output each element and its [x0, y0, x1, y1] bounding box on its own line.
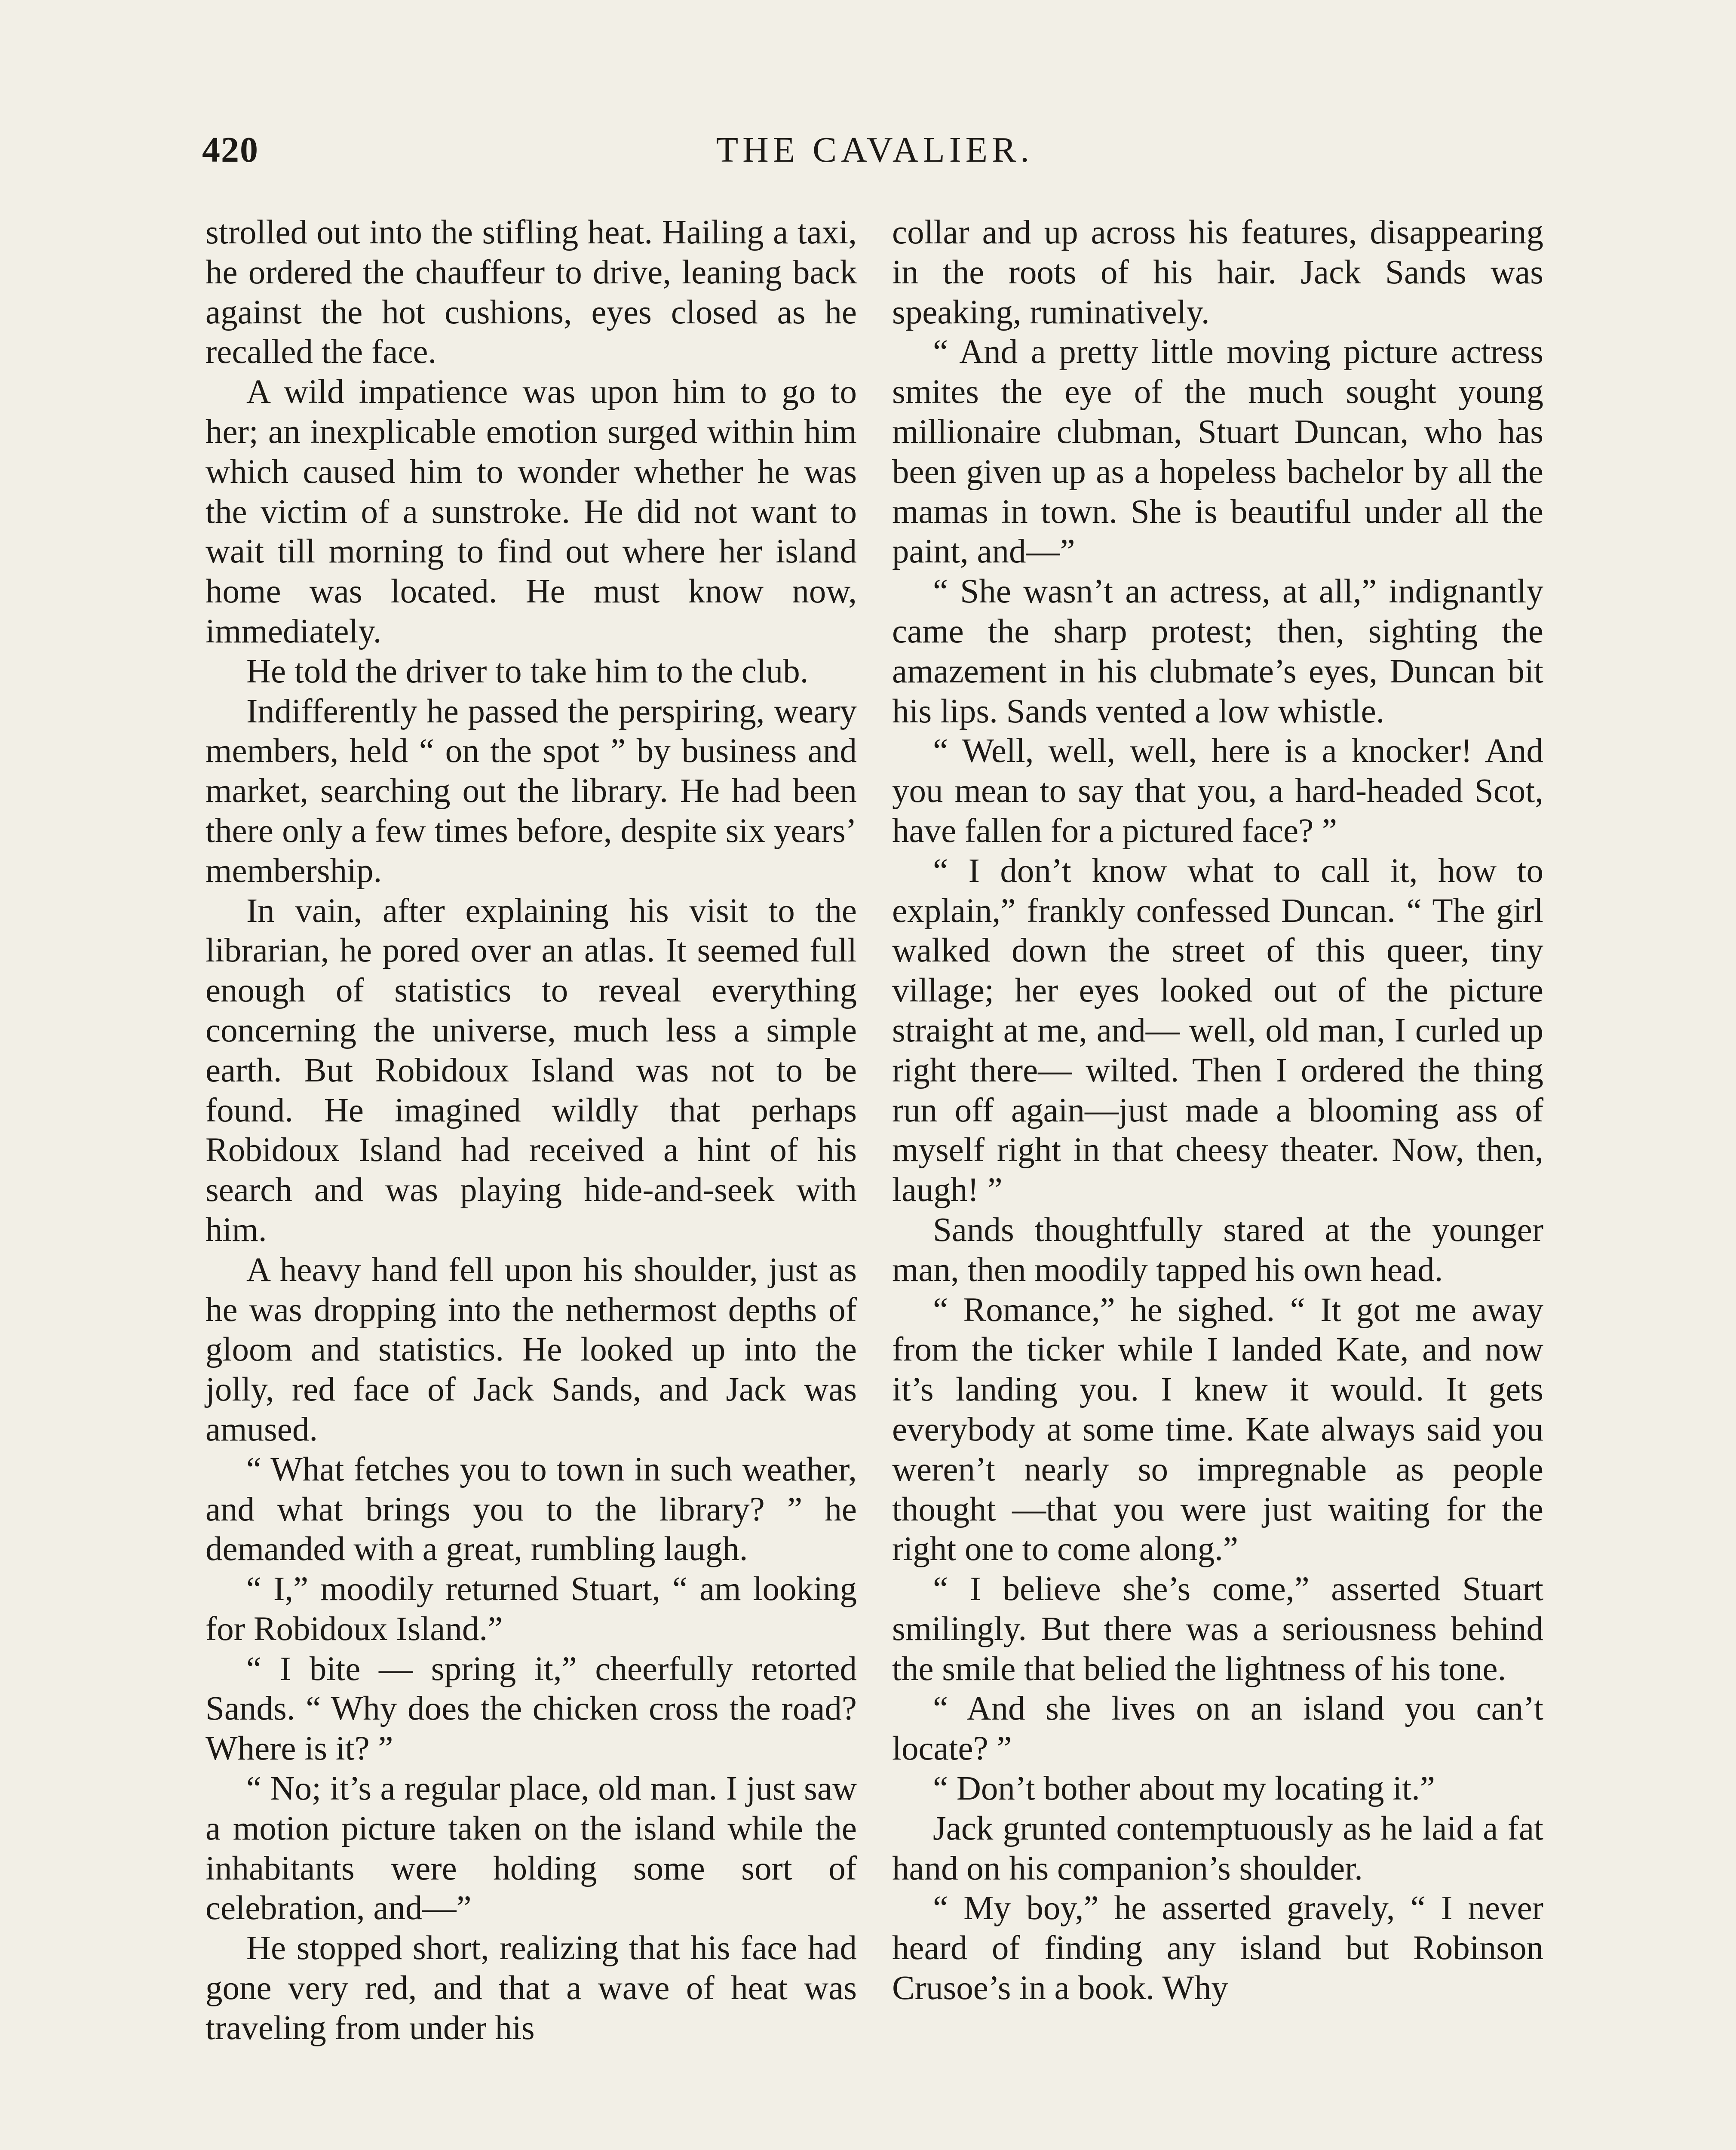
paragraph: strolled out into the stifling heat. Hailing a taxi, he ordered the chauffeur to drive, leaning back against the hot cushions, eyes closed as he recalled the face.: [205, 214, 857, 371]
paragraph: “ And she lives on an island you can’t locate? ”: [892, 1690, 1543, 1768]
paragraph: Jack grunted contemptuously as he laid a fat hand on his companion’s shoulder.: [892, 1809, 1543, 1887]
paragraph: “ My boy,” he asserted gravely, “ I never heard of finding any island but Robinson Crusoe’s in a book. Why: [892, 1889, 1543, 2007]
paragraph: He stopped short, realizing that his face had gone very red, and that a wave of heat was traveling from under his: [205, 1929, 857, 2047]
page-number: 420: [202, 130, 259, 170]
paragraph: “ I believe she’s come,” asserted Stuart smilingly. But there was a seriousness behind the smile that belied the lightness of his tone.: [892, 1570, 1543, 1688]
paragraph: “ No; it’s a regular place, old man. I just saw a motion picture taken on the island while the inhabitants were holding some sort of celebration, and—”: [205, 1770, 857, 1927]
paragraph: Sands thoughtfully stared at the younger man, then moodily tapped his own head.: [892, 1211, 1543, 1289]
paragraph: “ And a pretty little moving picture actress smites the eye of the much sought young millionaire clubman, Stuart Duncan, who has been given up as a hopeless bachelor by all the mamas in town. She is beautiful under all the paint, and—”: [892, 333, 1543, 571]
paragraph: “ What fetches you to town in such weather, and what brings you to the library? ” he demanded with a great, rumbling laugh.: [205, 1450, 857, 1568]
paragraph: He told the driver to take him to the club.: [246, 652, 809, 690]
paragraph: Indifferently he passed the perspiring, weary members, held “ on the spot ” by business and market, searching out the library. He had been there only a few times before, despite six years’ membership.: [205, 692, 857, 890]
paragraph: “ Romance,” he sighed. “ It got me away from the ticker while I landed Kate, and now it’s landing you. I knew it would. It gets everybody at some time. Kate always said you weren’t nearly so impregnable as people thought —that you were just waiting for the right one to come along.”: [892, 1291, 1543, 1568]
paragraph: “ I,” moodily returned Stuart, “ am looking for Robidoux Island.”: [205, 1570, 857, 1648]
paragraph: “ She wasn’t an actress, at all,” indignantly came the sharp protest; then, sighting the amazement in his clubmate’s eyes, Duncan bit his lips. Sands vented a low whistle.: [892, 573, 1543, 730]
paragraph: A wild impatience was upon him to go to her; an inexplicable emotion surged within him which caused him to wonder whether he was the victim of a sunstroke. He did not want to wait till morning to find out where her island home was located. He must know now, immediately.: [205, 373, 857, 650]
right-text-column: [892, 213, 1543, 2009]
paragraph: “ I bite — spring it,” cheerfully retorted Sands. “ Why does the chicken cross the road? Where is it? ”: [205, 1650, 857, 1768]
paragraph: “ I don’t know what to call it, how to explain,” frankly confessed Duncan. “ The girl walked down the street of this queer, tiny village; her eyes looked out of the picture straight at me, and— well, old man, I curled up right there— wilted. Then I ordered the thing run off again—just made a blooming ass of myself right in that cheesy theater. Now, then, laugh! ”: [892, 852, 1543, 1209]
paragraph: collar and up across his features, disappearing in the roots of his hair. Jack Sands was speaking, ruminatively.: [892, 214, 1543, 331]
paragraph: A heavy hand fell upon his shoulder, just as he was dropping into the nethermost depths of gloom and statistics. He looked up into the jolly, red face of Jack Sands, and Jack was amused.: [205, 1251, 857, 1448]
paragraph: In vain, after explaining his visit to the librarian, he pored over an atlas. It seemed full enough of statistics to reveal everything concerning the universe, much less a simple earth. But Robidoux Island was not to be found. He imagined wildly that perhaps Robidoux Island had received a hint of his search and was playing hide-and-seek with him.: [205, 892, 857, 1249]
paragraph: “ Don’t bother about my locating it.”: [933, 1770, 1435, 1808]
left-text-column: [205, 213, 857, 2049]
paragraph: “ Well, well, well, here is a knocker! And you mean to say that you, a hard-headed Scot, have fallen for a pictured face? ”: [892, 732, 1543, 850]
page-header: [202, 129, 1548, 189]
running-title: THE CAVALIER.: [716, 130, 1034, 170]
